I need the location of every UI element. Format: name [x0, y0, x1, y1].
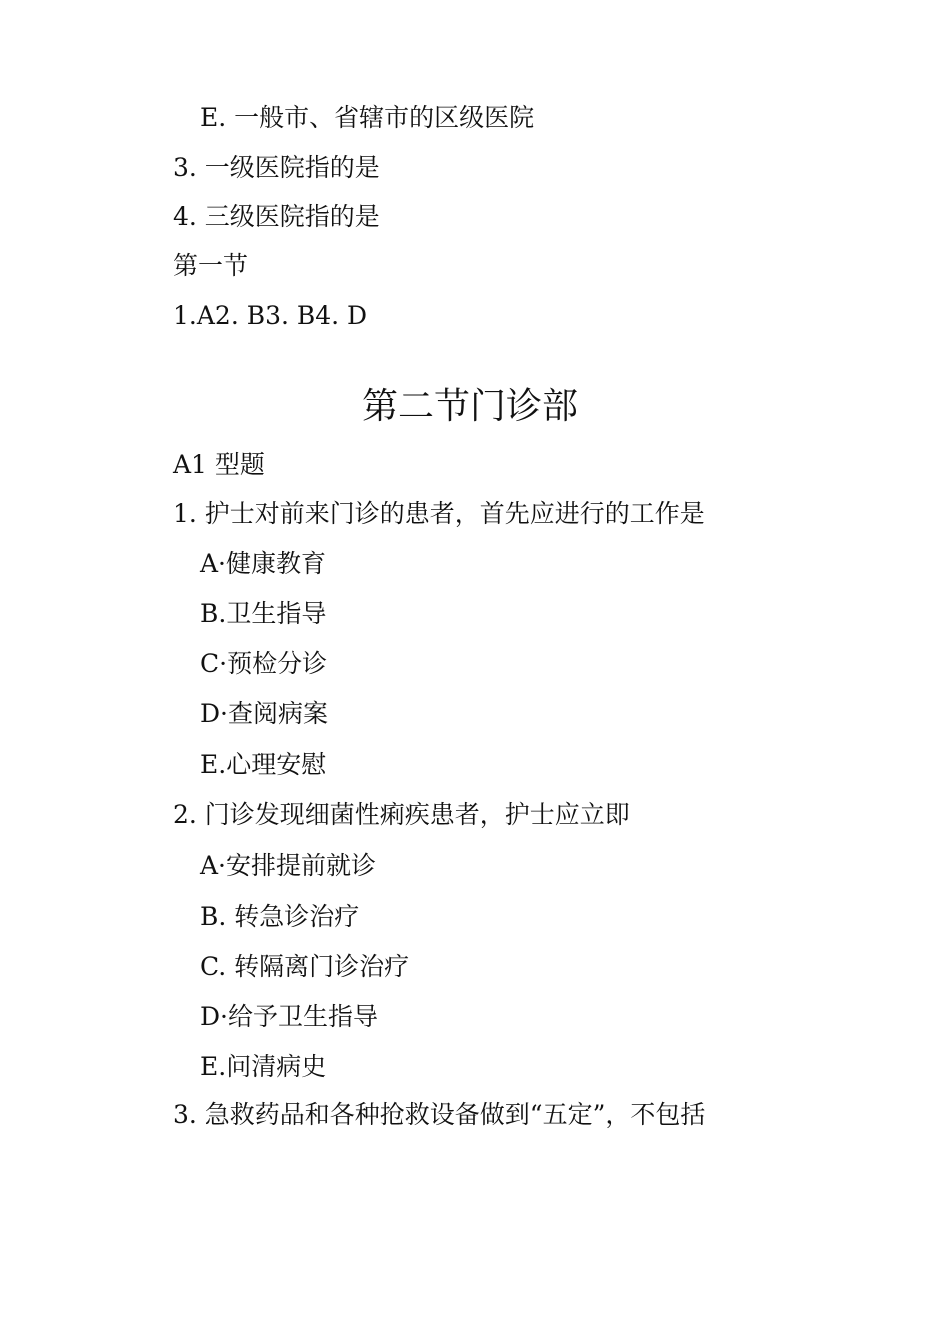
question-2-stem: 2. 门诊发现细菌性痢疾患者，护士应立即 — [173, 800, 630, 829]
question-1-option-d: D·查阅病案 — [200, 699, 328, 728]
prev-option-e: E. 一般市、省辖市的区级医院 — [200, 103, 535, 132]
question-2-option-c: C. 转隔离门诊治疗 — [200, 952, 410, 981]
question-1-option-a: A·健康教育 — [200, 549, 327, 578]
prev-question-4: 4. 三级医院指的是 — [173, 202, 380, 231]
question-3-stem: 3. 急救药品和各种抢救设备做到“五定”，不包括 — [173, 1100, 706, 1129]
question-type-label: A1 型题 — [173, 450, 265, 479]
question-1-option-b: B.卫生指导 — [200, 599, 327, 628]
question-2-option-a: A·安排提前就诊 — [200, 851, 377, 880]
answer-heading: 第一节 — [173, 251, 249, 280]
question-1-stem: 1. 护士对前来门诊的患者，首先应进行的工作是 — [173, 499, 705, 528]
prev-question-3: 3. 一级医院指的是 — [173, 153, 380, 182]
question-1-option-c: C·预检分诊 — [200, 649, 328, 678]
question-2-option-b: B. 转急诊治疗 — [200, 902, 360, 931]
answer-key: 1.A2. B3. B4. D — [173, 301, 368, 330]
question-2-option-e: E.问清病史 — [200, 1052, 327, 1081]
section-title: 第二节门诊部 — [361, 386, 578, 427]
question-2-option-d: D·给予卫生指导 — [200, 1002, 378, 1031]
question-1-option-e: E.心理安慰 — [200, 750, 327, 779]
